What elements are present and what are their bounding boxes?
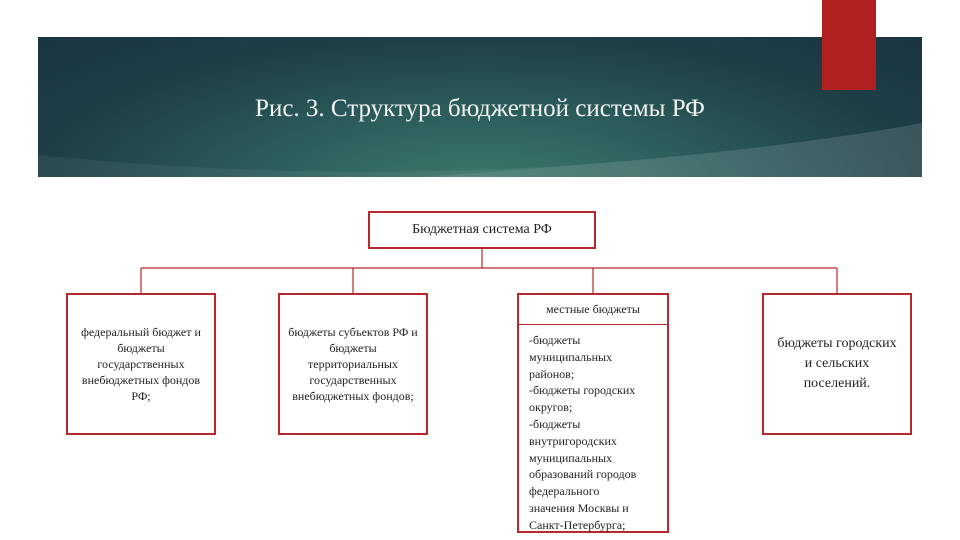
local-budgets-header: местные бюджеты [519,295,667,325]
subjects-budget-text: бюджеты субъектов РФ и бюджеты территориальных государственных внебюджетных фондов; [288,325,418,403]
settlements-budget-box [762,293,912,435]
local-budgets-list: -бюджеты муниципальных районов; -бюджеты городских округов; -бюджеты внутригородских муниципальных образований городов федерального значения Москвы и Санкт-Петербурга; [529,333,637,532]
federal-budget-text: федеральный бюджет и бюджеты государственных внебюджетных фондов РФ; [81,325,201,403]
local-budgets-box [517,293,669,533]
federal-budget-box [66,293,216,435]
subjects-budget-box [278,293,428,435]
settlements-budget-text: бюджеты городских и сельских поселений. [777,336,897,391]
root-node-box: Бюджетная система РФ [368,211,596,249]
slide-title: Рис. 3. Структура бюджетной системы РФ [255,95,705,122]
